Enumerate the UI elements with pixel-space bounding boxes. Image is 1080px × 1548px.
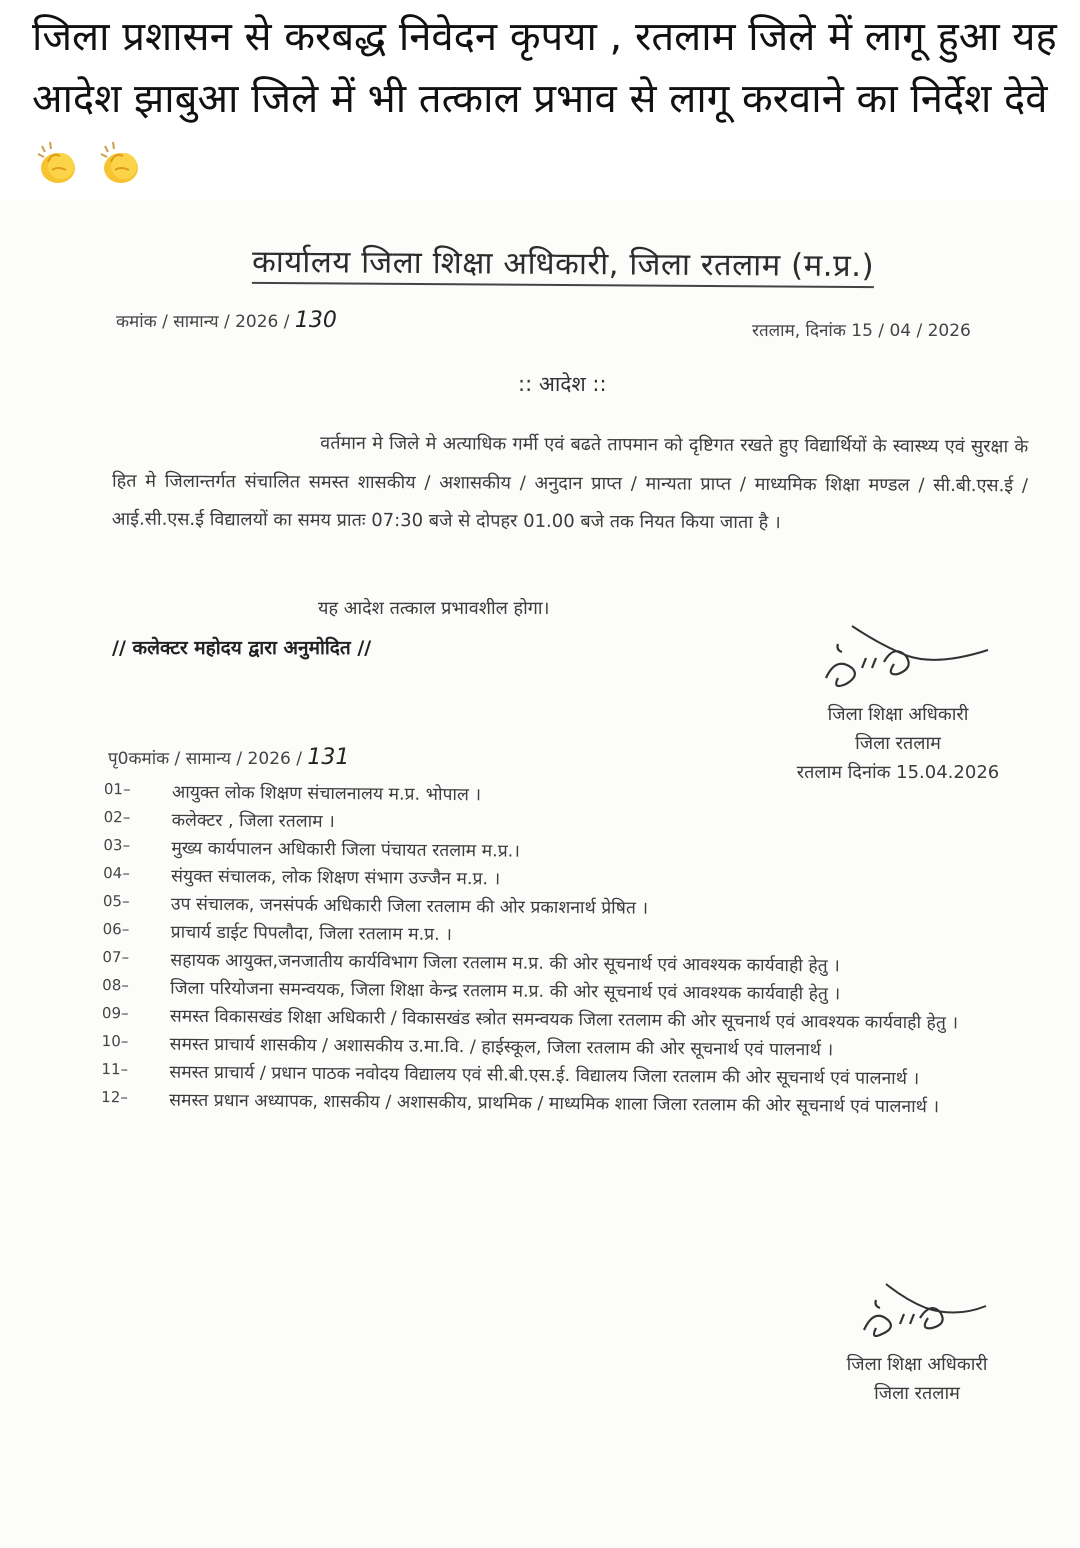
list-item-number: 11– xyxy=(101,1059,129,1079)
order-heading: :: आदेश :: xyxy=(518,372,607,396)
list-item-text: प्राचार्य डाईट पिपलौदा, जिला रतलाम म.प्र. । xyxy=(170,922,452,946)
signatory-designation: जिला शिक्षा अधिकारी xyxy=(846,1354,988,1375)
list-item-number: 04– xyxy=(103,863,130,883)
list-item-number: 02– xyxy=(103,807,131,827)
list-item-text: समस्त प्रधान अध्यापक, शासकीय / अशासकीय, प्राथमिक / माध्यमिक शाला जिला रतलाम की ओर सूचनार्थ एवं पालनार्थ । xyxy=(169,1090,940,1118)
list-item-text: संयुक्त संचालक, लोक शिक्षण संभाग उज्जैन म.प्र. । xyxy=(171,866,501,890)
place-date: रतलाम, दिनांक 15 / 04 / 2026 xyxy=(752,321,971,341)
copy-distribution-list xyxy=(101,778,1022,1122)
list-item-number: 12– xyxy=(101,1087,128,1107)
officer-signature-image xyxy=(812,618,1002,708)
post-caption xyxy=(32,6,1062,192)
list-item-number: 08– xyxy=(102,975,129,995)
document-title: कार्यालय जिला शिक्षा अधिकारी, जिला रतलाम (म.प्र.) xyxy=(252,240,874,288)
list-item-text: समस्त प्राचार्य शासकीय / अशासकीय उ.मा.वि. / हाईस्कूल, जिला रतलाम की ओर सूचनार्थ एवं पालनार्थ । xyxy=(169,1034,834,1061)
effect-line: यह आदेश तत्काल प्रभावशील होगा। xyxy=(318,598,550,619)
copy-reference-handwritten: 131 xyxy=(307,745,350,770)
list-item-text: जिला परियोजना समन्वयक, जिला शिक्षा केन्द्र रतलाम म.प्र. की ओर सूचनार्थ एवं आवश्यक कार्यवाही हेतु । xyxy=(170,978,841,1005)
reference-printed: कमांक / सामान्य / 2026 / xyxy=(116,312,290,332)
signature-block-2 xyxy=(812,1350,1022,1408)
signatory-district: जिला रतलाम xyxy=(874,1383,960,1404)
reference-handwritten: 130 xyxy=(294,308,337,333)
list-item-text: समस्त विकासखंड शिक्षा अधिकारी / विकासखंड स्त्रोत समन्वयक जिला रतलाम की ओर सूचनार्थ एवं आवश्यक कार्यवाही हेतु । xyxy=(169,1006,959,1034)
reference-number xyxy=(116,308,337,333)
list-item-number: 05– xyxy=(102,891,130,911)
copy-reference-printed: पृ0कमांक / सामान्य / 2026 / xyxy=(108,749,302,769)
signatory-designation: जिला शिक्षा अधिकारी xyxy=(827,704,969,725)
list-item-number: 09– xyxy=(101,1003,129,1023)
list-item-number: 06– xyxy=(102,919,130,939)
list-item-text: समस्त प्राचार्य / प्रधान पाठक नवोदय विद्यालय एवं सी.बी.एस.ई. विद्यालय जिला रतलाम की ओर सूचनार्थ एवं पालनार्थ । xyxy=(169,1062,920,1090)
list-item-text: मुख्य कार्यपालन अधिकारी जिला पंचायत रतलाम म.प्र.। xyxy=(171,838,520,862)
list-item-text: कलेक्टर , जिला रतलाम । xyxy=(171,810,335,833)
scanned-order-document xyxy=(0,200,1080,1548)
officer-signature-image xyxy=(856,1280,996,1360)
signature-date: रतलाम दिनांक 15.04.2026 xyxy=(796,762,1000,783)
list-item-number: 07– xyxy=(102,947,130,967)
clapping-hands-emoji-icon xyxy=(97,140,145,186)
list-item-number: 03– xyxy=(103,835,131,855)
approval-line: // कलेक्टर महोदय द्वारा अनुमोदित // xyxy=(112,637,372,659)
signatory-district: जिला रतलाम xyxy=(855,733,941,754)
list-item-number: 10– xyxy=(101,1031,129,1051)
copy-reference-number xyxy=(108,745,349,770)
list-item-text: सहायक आयुक्त,जनजातीय कार्यविभाग जिला रतलाम म.प्र. की ओर सूचनार्थ एवं आवश्यक कार्यवाही हेतु । xyxy=(170,950,840,977)
signature-block-1 xyxy=(780,700,1016,787)
order-body-paragraph: वर्तमान मे जिले मे अत्याधिक गर्मी एवं बढते तापमान को दृष्टिगत रखते हुए विद्यार्थियों के स्वास्थ्य एवं सुरक्षा के हित मे जिलान्तर्गत संचालित समस्त शासकीय / अशासकीय / अनुदान प्राप्त / मान्यता प्राप्त / माध्यमिक शिक्षा मण्डल / सी.बी.एस.ई / आई.सी.एस.ई विद्यालयों का समय प्रातः 07:30 बजे से दोपहर 01.00 बजे तक नियत किया जाता है । xyxy=(111,432,1029,534)
clapping-hands-emoji-icon xyxy=(34,140,82,186)
list-item-text: उप संचालक, जनसंपर्क अधिकारी जिला रतलाम की ओर प्रकाशनार्थ प्रेषित । xyxy=(170,894,649,919)
list-item-text: आयुक्त लोक शिक्षण संचालनालय म.प्र. भोपाल । xyxy=(171,782,482,806)
list-item-number: 01– xyxy=(103,779,131,799)
caption-text: जिला प्रशासन से करबद्ध निवेदन कृपया , रतलाम जिले में लागू हुआ यह आदेश झाबुआ जिले में भी तत्काल प्रभाव से लागू करवाने का निर्देश देवे xyxy=(32,14,1057,122)
